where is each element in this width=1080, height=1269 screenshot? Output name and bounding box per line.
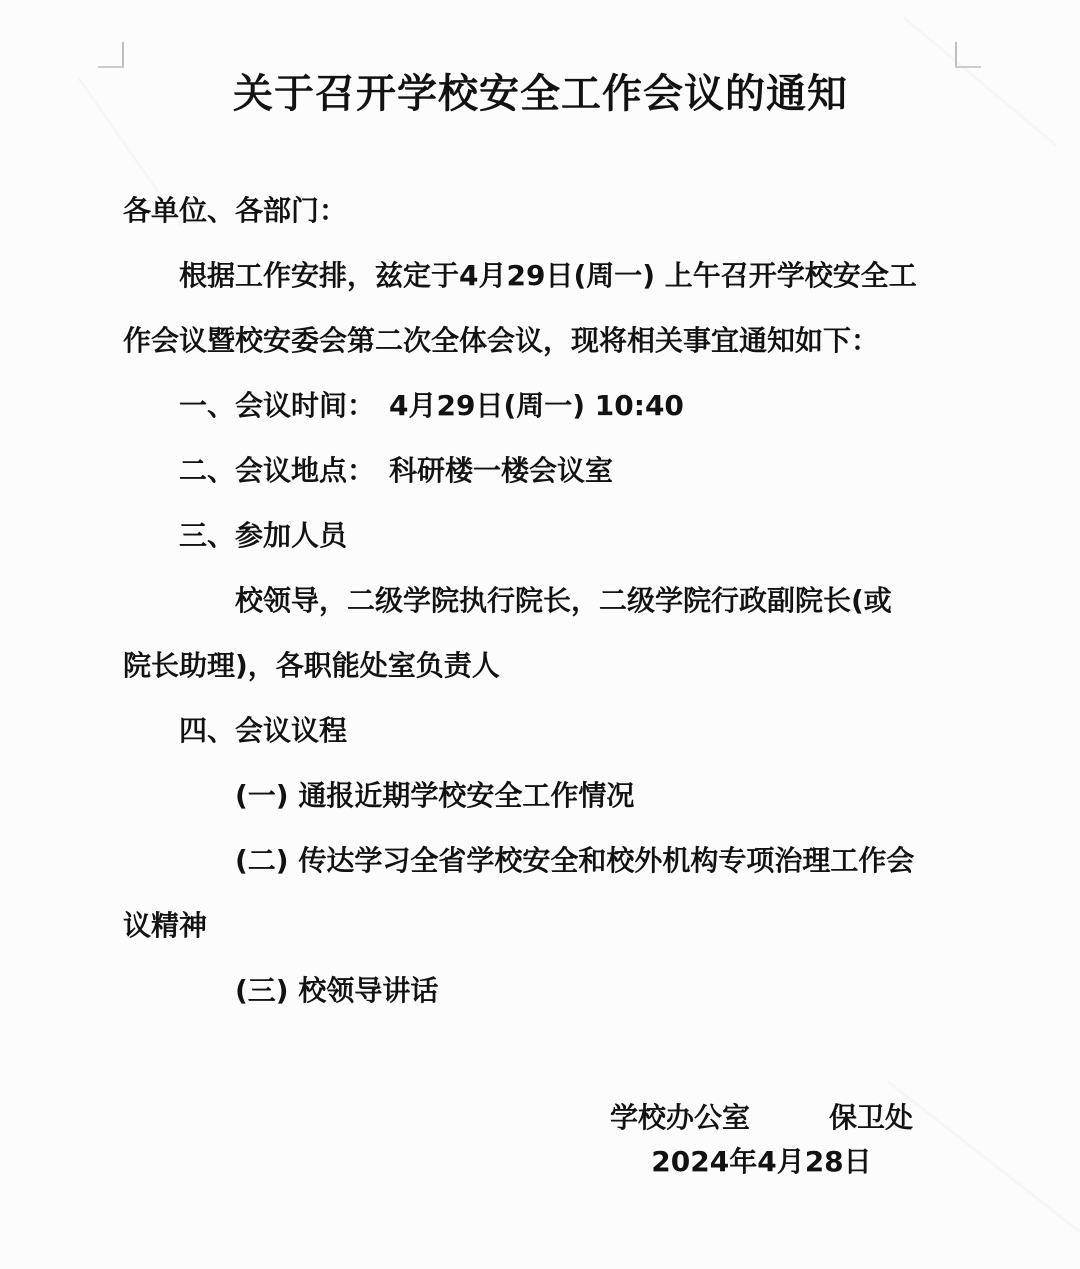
salutation-line: 各单位、各部门：: [123, 194, 348, 227]
participants-line-1: 校领导，二级学院执行院长，二级学院行政副院长(或: [235, 584, 892, 617]
agenda-item-3: (三) 校领导讲话: [235, 974, 439, 1007]
item-agenda: 四、会议议程: [179, 714, 348, 747]
agenda-item-2-line-2: 议精神: [123, 909, 208, 942]
signature-row: [610, 1096, 913, 1140]
signature-date: 2024年4月28日: [651, 1145, 872, 1178]
signature-office: 学校办公室: [609, 1101, 750, 1134]
signature-department: 保卫处: [828, 1101, 913, 1134]
signature-block: [610, 1096, 913, 1184]
notice-title: 关于召开学校安全工作会议的通知: [233, 71, 848, 117]
participants-line-2: 院长助理)，各职能处室负责人: [123, 649, 500, 682]
intro-line-2: 作会议暨校安委会第二次全体会议，现将相关事宜通知如下：: [123, 324, 880, 357]
notice-body: [123, 178, 958, 1023]
item-meeting-time: 一、会议时间： 4月29日(周一) 10:40: [179, 389, 684, 422]
item-participants: 三、参加人员: [179, 519, 348, 552]
agenda-item-1: (一) 通报近期学校安全工作情况: [235, 779, 635, 812]
agenda-item-2-line-1: (二) 传达学习全省学校安全和校外机构专项治理工作会: [235, 844, 915, 877]
intro-line-1: 根据工作安排，兹定于4月29日(周一) 上午召开学校安全工: [179, 259, 917, 292]
item-meeting-place: 二、会议地点： 科研楼一楼会议室: [179, 454, 614, 487]
